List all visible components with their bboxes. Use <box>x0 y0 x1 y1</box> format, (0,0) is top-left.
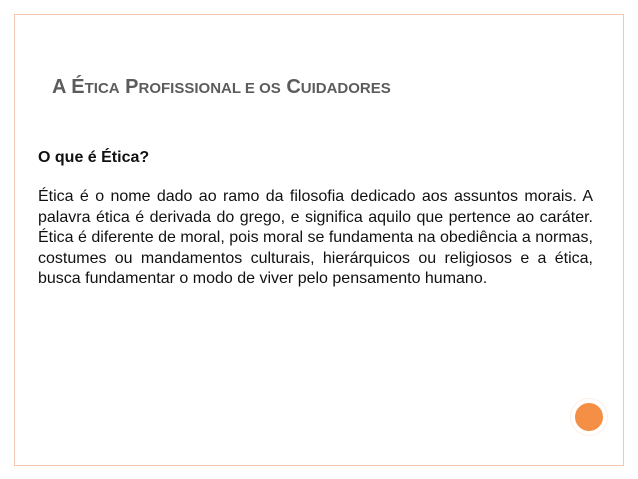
slide-subtitle: O que é Ética? <box>38 149 150 166</box>
orange-accent-circle <box>571 399 607 435</box>
slide-body-text: Ética é o nome dado ao ramo da filosofia dedicado aos assuntos morais. A palavra ética é derivada do grego, e significa aquilo que pertence ao caráter. Ética é diferente de moral, pois moral se fundamenta na obediência a normas, costumes ou mandamentos culturais, hierárquicos ou religiosos e a ética, busca fundamentar o modo de viver pelo pensamento humano. <box>38 188 593 287</box>
slide-title-part-a: A <box>52 76 66 98</box>
slide-title-part-rofissional: ROFISSIONAL E OS <box>138 80 281 97</box>
slide-title-part-p: P <box>119 76 139 98</box>
slide-title-part-tica: TICA <box>84 80 120 97</box>
slide-title <box>52 66 391 98</box>
slide-title-part-c: C <box>280 76 301 98</box>
slide-title-part-e: É <box>65 76 85 98</box>
slide-title-part-uidadores: UIDADORES <box>300 80 391 97</box>
